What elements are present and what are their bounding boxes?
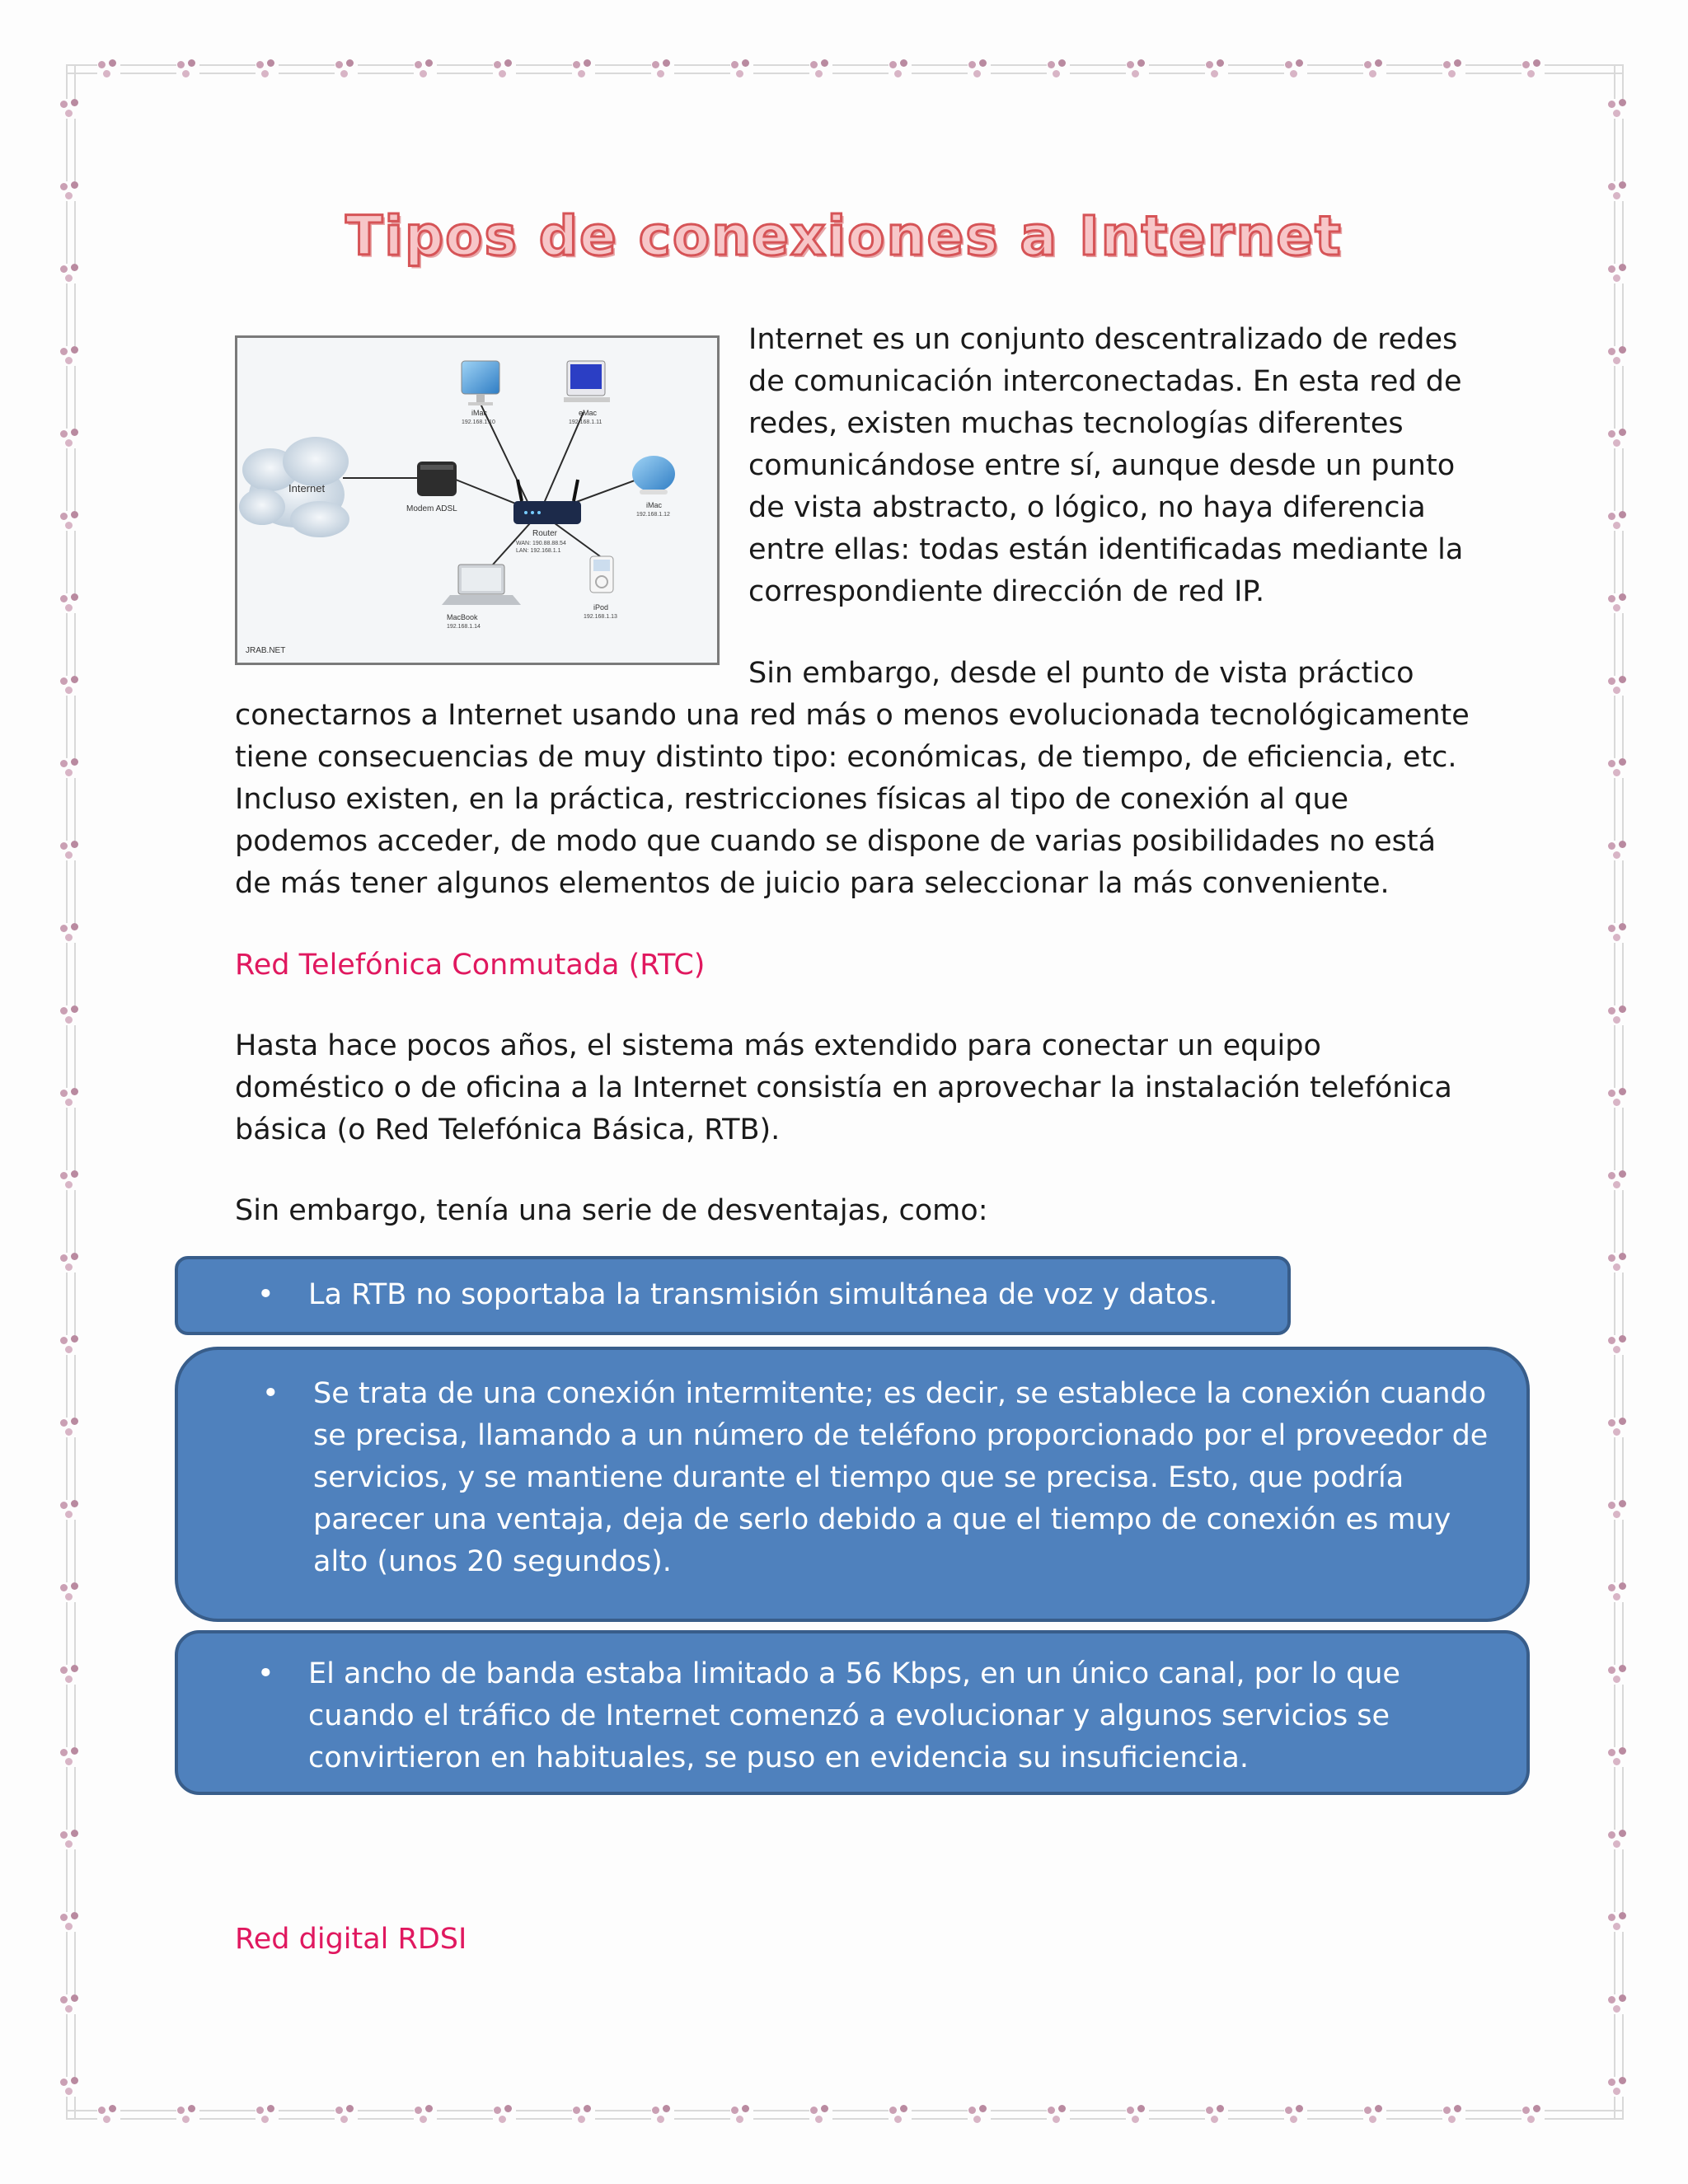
flower-ornament-icon [968, 2105, 991, 2125]
flower-ornament-icon [1363, 2105, 1386, 2125]
flower-ornament-icon [1607, 1500, 1630, 1520]
bullet-icon: • [262, 1377, 279, 1410]
flower-ornament-icon [59, 1582, 82, 1602]
bullet-text: El ancho de banda estaba limitado a 56 Kbps, en un único canal, por lo que cuando el tráfico de Internet comenzó a evolucionar y algunos servicios se convirtieron en habituales, se puso en evidencia su insuficiencia. [308, 1657, 1400, 1774]
imac-1-label: iMac [471, 409, 488, 417]
flower-ornament-icon [256, 2105, 279, 2125]
flower-ornament-icon [1284, 59, 1307, 79]
imac-2-label: iMac [646, 501, 663, 509]
flower-ornament-icon [59, 429, 82, 448]
practical-paragraph: conectarnos a Internet usando una red más o menos evolucionada tecnológicamente tiene consecuencias de muy distinto tipo: económicas, de tiempo, de eficiencia, etc. Incluso existen, en la práctica, restricciones físicas al tipo de conexión al que podemos acceder, de modo que cuando se dispone de varias posibilidades no está de más tener algunos elementos de juicio para seleccionar la más conveniente. [235, 699, 1470, 900]
flower-ornament-icon [1607, 2077, 1630, 2097]
section-heading-rdsi: Red digital RDSI [235, 1923, 467, 1956]
flower-ornament-icon [59, 1005, 82, 1025]
macbook-label: MacBook [447, 613, 478, 621]
flower-ornament-icon [1522, 59, 1545, 79]
flower-ornament-icon [59, 1088, 82, 1108]
flower-ornament-icon [176, 2105, 199, 2125]
flower-ornament-icon [809, 2105, 832, 2125]
flower-ornament-icon [1607, 1088, 1630, 1108]
flower-ornament-icon [1607, 1170, 1630, 1190]
flower-ornament-icon [176, 59, 199, 79]
flower-ornament-icon [59, 1418, 82, 1437]
flower-ornament-icon [414, 59, 437, 79]
flower-ornament-icon [59, 1170, 82, 1190]
flower-ornament-icon [59, 841, 82, 860]
flower-ornament-icon [1522, 2105, 1545, 2125]
intro-paragraph: Internet es un conjunto descentralizado de redes de comunicación interconectadas. En esta red de redes, existen muchas tecnologías diferentes comunicándose entre sí, aunque desde un punto de vista abstracto, o lógico, no haya diferencia entre ellas: todas están identificadas mediante la correspondiente dirección de red IP. [748, 323, 1464, 608]
emac-ip: 192.168.1.11 [569, 419, 603, 425]
flower-ornament-icon [1607, 1582, 1630, 1602]
flower-ornament-icon [968, 59, 991, 79]
practical-paragraph-first-line: Sin embargo, desde el punto de vista práctico [748, 657, 1414, 690]
flower-ornament-icon [1284, 2105, 1307, 2125]
flower-ornament-icon [1607, 511, 1630, 531]
cloud-label: Internet [288, 482, 326, 494]
macbook-ip: 192.168.1.14 [447, 624, 481, 630]
flower-ornament-icon [1607, 429, 1630, 448]
flower-ornament-icon [1607, 1994, 1630, 2014]
page-title: Tipos de conexiones a Internet [345, 204, 1343, 268]
network-diagram-svg [237, 338, 717, 663]
flower-ornament-icon [1607, 1335, 1630, 1355]
flower-ornament-icon [335, 2105, 358, 2125]
flower-ornament-icon [414, 2105, 437, 2125]
border-line-bottom-inner [66, 2118, 1624, 2120]
ipod-label: iPod [593, 603, 609, 612]
emac-label: eMac [579, 409, 598, 417]
disadvantages-intro: Sin embargo, tenía una serie de desventajas, como: [235, 1194, 988, 1227]
flower-ornament-icon [59, 1665, 82, 1685]
flower-ornament-icon [1126, 59, 1149, 79]
flower-ornament-icon [889, 2105, 912, 2125]
flower-ornament-icon [335, 59, 358, 79]
bullet-icon: • [257, 1278, 274, 1311]
flower-ornament-icon [59, 181, 82, 201]
flower-ornament-icon [889, 59, 912, 79]
imac-1-ip: 192.168.1.10 [462, 419, 495, 425]
bullet-text: Se trata de una conexión intermitente; es decir, se establece la conexión cuando se precisa, llamando a un número de teléfono proporcionado por el proveedor de servicios, y se mantiene durante el tiempo que se precisa. Esto, que podría parecer una ventaja, deja de serlo debido a que el tiempo de conexión es muy alto (unos 20 segundos). [313, 1377, 1489, 1578]
flower-ornament-icon [1607, 99, 1630, 119]
flower-ornament-icon [1607, 181, 1630, 201]
flower-ornament-icon [730, 59, 753, 79]
flower-ornament-icon [730, 2105, 753, 2125]
flower-ornament-icon [651, 2105, 674, 2125]
router-wan: WAN: 190.88.88.54 [516, 541, 566, 546]
bullet-list-item [257, 1653, 1502, 1779]
rtc-paragraph: Hasta hace pocos años, el sistema más extendido para conectar un equipo doméstico o de oficina a la Internet consistía en aprovechar la instalación telefónica básica (o Red Telefónica Básica, RTB). [235, 1029, 1452, 1146]
bullet-list-item [257, 1274, 1271, 1316]
flower-ornament-icon [59, 1253, 82, 1272]
flower-ornament-icon [59, 1335, 82, 1355]
flower-ornament-icon [256, 59, 279, 79]
flower-ornament-icon [1607, 1747, 1630, 1767]
flower-ornament-icon [59, 676, 82, 696]
border-line-top [66, 64, 1624, 66]
flower-ornament-icon [1607, 1253, 1630, 1272]
flower-ornament-icon [1047, 59, 1070, 79]
flower-ornament-icon [59, 99, 82, 119]
flower-ornament-icon [59, 1994, 82, 2014]
bullet-list-item [262, 1373, 1502, 1583]
ipod-icon [590, 556, 613, 593]
ipod-ip: 192.168.1.13 [584, 614, 617, 620]
disadvantage-box [175, 1256, 1291, 1335]
flower-ornament-icon [59, 1912, 82, 1932]
disadvantage-box [175, 1347, 1530, 1622]
network-diagram-image [235, 335, 720, 665]
flower-ornament-icon [1607, 346, 1630, 366]
section-heading-rtc: Red Telefónica Conmutada (RTC) [235, 949, 706, 982]
flower-ornament-icon [1607, 1830, 1630, 1849]
flower-ornament-icon [1205, 2105, 1228, 2125]
flower-ornament-icon [1126, 2105, 1149, 2125]
flower-ornament-icon [809, 59, 832, 79]
flower-ornament-icon [1607, 1665, 1630, 1685]
flower-ornament-icon [59, 1830, 82, 1849]
flower-ornament-icon [651, 59, 674, 79]
flower-ornament-icon [97, 59, 120, 79]
flower-ornament-icon [1607, 923, 1630, 943]
disadvantage-box [175, 1630, 1530, 1795]
flower-ornament-icon [493, 2105, 516, 2125]
bullet-text: La RTB no soportaba la transmisión simultánea de voz y datos. [308, 1278, 1218, 1311]
flower-ornament-icon [97, 2105, 120, 2125]
flower-ornament-icon [1047, 2105, 1070, 2125]
flower-ornament-icon [1205, 59, 1228, 79]
flower-ornament-icon [1607, 1912, 1630, 1932]
flower-ornament-icon [572, 59, 595, 79]
flower-ornament-icon [572, 2105, 595, 2125]
flower-ornament-icon [493, 59, 516, 79]
flower-ornament-icon [1607, 593, 1630, 613]
border-line-top-inner [66, 73, 1624, 74]
flower-ornament-icon [1363, 59, 1386, 79]
flower-ornament-icon [1607, 758, 1630, 778]
flower-ornament-icon [1607, 841, 1630, 860]
modem-icon [417, 462, 457, 496]
border-line-bottom [66, 2110, 1624, 2111]
imac-2-ip: 192.168.1.12 [636, 512, 670, 518]
flower-ornament-icon [1442, 2105, 1465, 2125]
flower-ornament-icon [59, 346, 82, 366]
flower-ornament-icon [1607, 676, 1630, 696]
flower-ornament-icon [1607, 1005, 1630, 1025]
flower-ornament-icon [59, 758, 82, 778]
diagram-credit: JRAB.NET [246, 646, 286, 655]
flower-ornament-icon [1442, 59, 1465, 79]
flower-ornament-icon [59, 593, 82, 613]
modem-label: Modem ADSL [406, 504, 457, 513]
router-label: Router [532, 529, 558, 538]
flower-ornament-icon [59, 1500, 82, 1520]
flower-ornament-icon [59, 2077, 82, 2097]
router-lan: LAN: 192.168.1.1 [516, 548, 561, 554]
bullet-icon: • [257, 1657, 274, 1690]
flower-ornament-icon [59, 923, 82, 943]
flower-ornament-icon [59, 1747, 82, 1767]
flower-ornament-icon [1607, 1418, 1630, 1437]
flower-ornament-icon [59, 511, 82, 531]
